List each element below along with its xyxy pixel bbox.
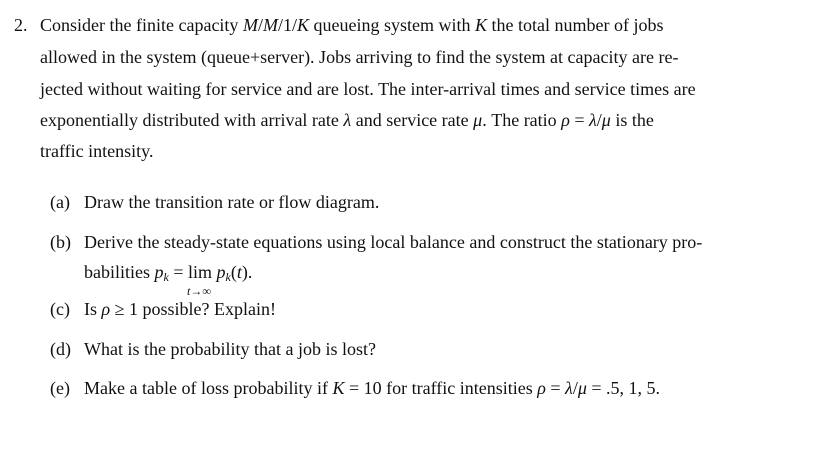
part-a	[50, 191, 379, 213]
part-e: (e) Make a table of loss probability if K = 10 for traffic intensities ρ = λ/μ = .5, 1, 5.	[50, 378, 661, 398]
limit-subscript: t→∞	[186, 284, 211, 298]
intro-line-3: jected without waiting for service and are lost. The inter-arrival times and service times are	[40, 79, 696, 99]
part-a-text: Draw the transition rate or flow diagram.	[84, 192, 380, 212]
part-c: (c) Is ρ ≥ 1 possible? Explain!	[50, 299, 276, 319]
problem-number: 2.	[14, 15, 28, 35]
part-b-label: (b)	[50, 232, 71, 252]
part-a-label: (a)	[50, 192, 70, 212]
intro-line-5: traffic intensity.	[40, 141, 154, 161]
part-d-label: (d)	[50, 339, 71, 359]
part-e-label: (e)	[50, 378, 70, 398]
part-c-label: (c)	[50, 299, 70, 319]
part-d	[50, 338, 376, 360]
limit-operator: lim t→∞	[188, 261, 212, 283]
part-b-text-1: Derive the steady-state equations using local balance and construct the stationary pro-	[84, 232, 703, 252]
part-b-line-2: babilities $p_k = \lim$ t→∞ $p_k(t)$.	[84, 261, 252, 288]
part-d-text: What is the probability that a job is lost?	[84, 339, 376, 359]
intro-line-2: allowed in the system (queue+server). Jobs arriving to find the system at capacity are re-	[40, 47, 679, 67]
intro-line-1: Consider the finite capacity M/M/1/K queueing system with K the total number of jobs	[40, 15, 664, 35]
intro-line-4: exponentially distributed with arrival rate λ and service rate μ. The ratio ρ = λ/μ is the	[40, 110, 654, 130]
part-b-line-1	[50, 231, 702, 253]
